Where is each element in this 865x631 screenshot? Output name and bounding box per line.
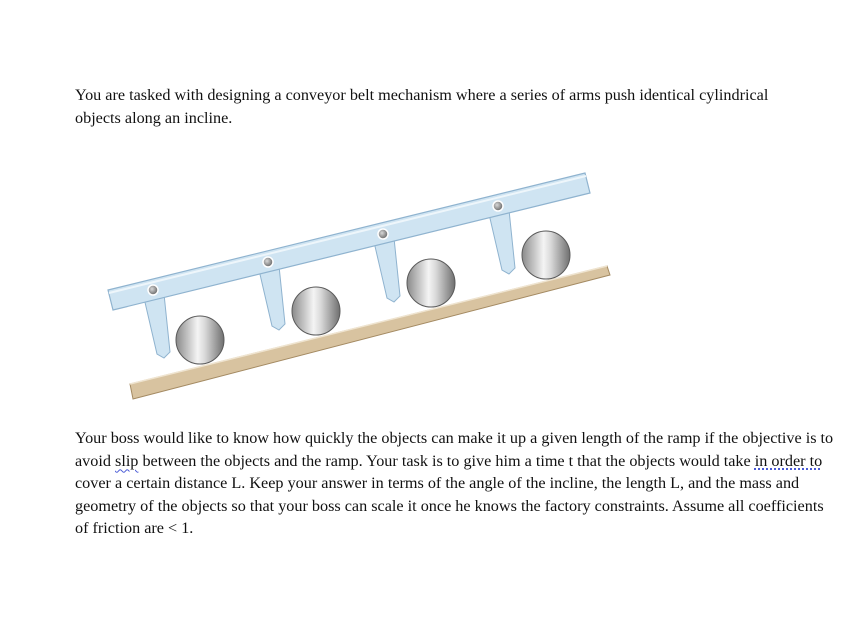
- cylinder: [407, 259, 455, 307]
- grammar-flagged-phrase[interactable]: in order to: [754, 451, 823, 470]
- task-text-part: cover a certain distance L. Keep your answer in terms of the angle of the incline, the length L, and the mass and geometry of the objects so that your boss can scale it once he knows the factory constraints. Assume all coefficients of friction are < 1.: [75, 474, 824, 538]
- task-paragraph: [75, 427, 835, 540]
- arm-pivot-pin: [493, 201, 503, 211]
- cylinder: [292, 287, 340, 335]
- cylinder: [522, 231, 570, 279]
- arm-pivot-pin: [378, 229, 388, 239]
- arm-pivot-pin: [148, 285, 158, 295]
- pusher-arm: [374, 238, 400, 302]
- pusher-arm: [489, 210, 515, 274]
- pusher-arm: [144, 294, 170, 358]
- cylinder: [176, 316, 224, 364]
- task-text-part: between the objects and the ramp. Your task is to give him a time t that the objects would take: [138, 451, 755, 470]
- spelling-flagged-word[interactable]: slip: [115, 451, 139, 470]
- arm-pivot-pin: [263, 257, 273, 267]
- task-text-part: Your boss would like to know how quickly the objects can make it up a given length of the ramp if the objective is to avoid: [75, 429, 834, 470]
- pusher-arm: [259, 266, 285, 330]
- intro-paragraph: You are tasked with designing a conveyor belt mechanism where a series of arms push identical cylindrical objects along an incline.: [75, 86, 769, 127]
